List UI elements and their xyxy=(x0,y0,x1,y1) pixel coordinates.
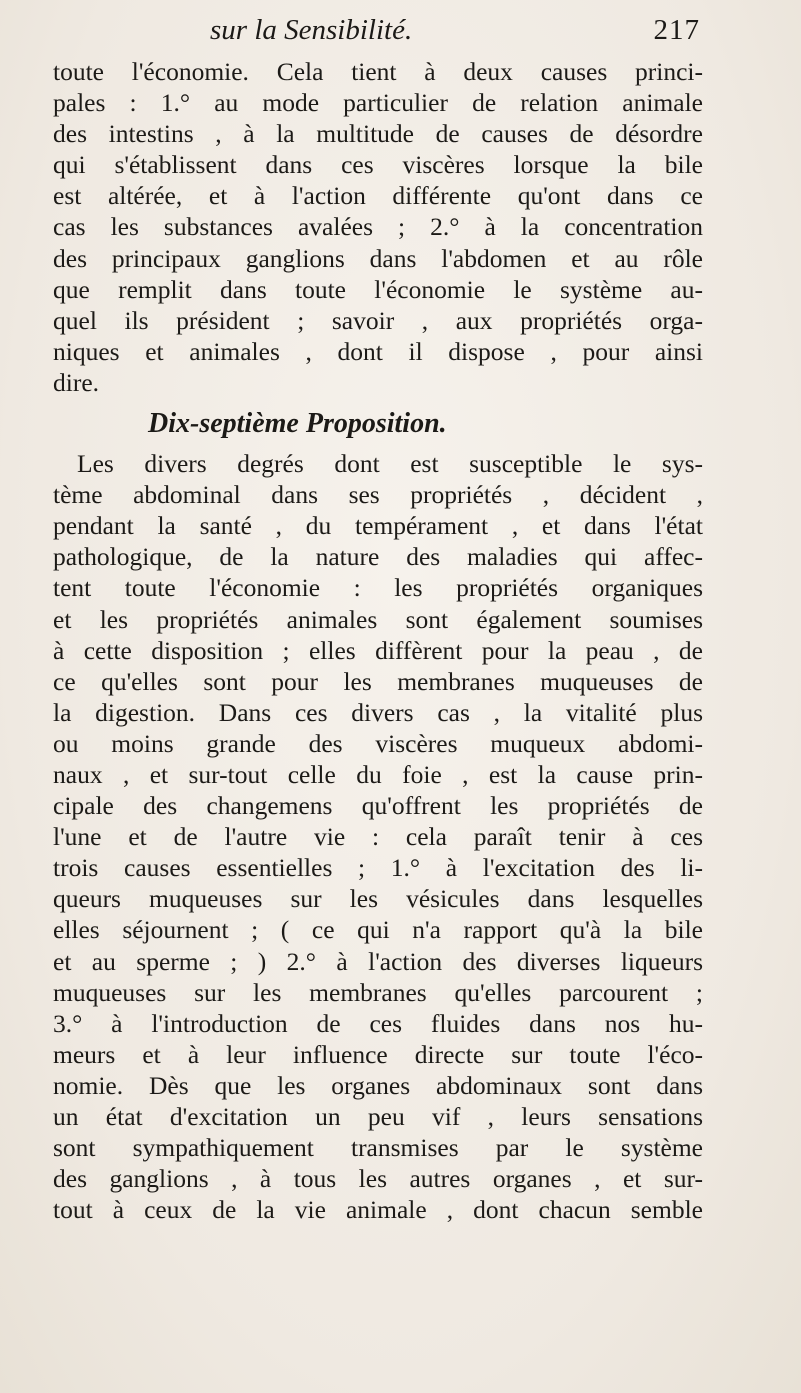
text-line: queurs muqueuses sur les vésicules dans lesquelles xyxy=(53,884,703,914)
text-line: que remplit dans toute l'économie le système au- xyxy=(53,274,703,304)
text-line: et les propriétés animales sont également soumises xyxy=(53,604,703,634)
text-line: tème abdominal dans ses propriétés , décident , xyxy=(53,480,703,510)
text-line: pendant la santé , du tempérament , et dans l'état xyxy=(53,511,703,541)
text-line: nomie. Dès que les organes abdominaux sont dans xyxy=(53,1070,703,1100)
text-line: tent toute l'économie : les propriétés organiques xyxy=(53,573,703,603)
page-number: 217 xyxy=(653,14,700,46)
text-line: elles séjournent ; ( ce qui n'a rapport qu'à la bile xyxy=(53,915,703,945)
text-line: des principaux ganglions dans l'abdomen et au rôle xyxy=(53,243,703,273)
text-line: et au sperme ; ) 2.° à l'action des diverses liqueurs xyxy=(53,946,703,976)
text-line: meurs et à leur influence directe sur toute l'éco- xyxy=(53,1039,703,1069)
text-line: la digestion. Dans ces divers cas , la vitalité plus xyxy=(53,697,703,727)
text-line: cipale des changemens qu'offrent les propriétés de xyxy=(53,791,703,821)
text-line: des intestins , à la multitude de causes de désordre xyxy=(53,119,703,149)
text-line: l'une et de l'autre vie : cela paraît tenir à ces xyxy=(53,822,703,852)
text-line: niques et animales , dont il dispose , pour ainsi xyxy=(53,336,703,366)
text-line: quel ils président ; savoir , aux propriétés orga- xyxy=(53,305,703,335)
section-heading: Dix-septième Proposition. xyxy=(148,408,447,440)
text-line: à cette disposition ; elles diffèrent pour la peau , de xyxy=(53,635,703,665)
text-line: pales : 1.° au mode particulier de relation animale xyxy=(53,88,703,118)
text-line: dire. xyxy=(53,367,100,397)
text-line: un état d'excitation un peu vif , leurs sensations xyxy=(53,1102,703,1131)
paragraph xyxy=(53,56,703,398)
text-line: ce qu'elles sont pour les membranes muqueuses de xyxy=(53,666,703,696)
text-line: 3.° à l'introduction de ces fluides dans nos hu- xyxy=(53,1008,703,1038)
text-line: des ganglions , à tous les autres organes , et sur- xyxy=(53,1164,703,1194)
running-title: sur la Sensibilité. xyxy=(210,14,413,46)
paragraph xyxy=(53,448,703,1225)
text-line: naux , et sur-tout celle du foie , est la cause prin- xyxy=(53,759,703,789)
text-line: trois causes essentielles ; 1.° à l'excitation des li- xyxy=(53,853,703,883)
text-line: tout à ceux de la vie animale , dont chacun semble xyxy=(53,1195,703,1225)
text-line: sont sympathiquement transmises par le système xyxy=(53,1133,703,1163)
page-header xyxy=(60,14,700,50)
body-text xyxy=(53,56,703,1225)
text-line: cas les substances avalées ; 2.° à la concentration xyxy=(53,212,703,242)
text-line: qui s'établissent dans ces viscères lorsque la bile xyxy=(53,150,703,180)
text-line: Les divers degrés dont est susceptible le sys- xyxy=(77,449,703,479)
text-line: est altérée, et à l'action différente qu'ont dans ce xyxy=(53,181,703,211)
text-line: muqueuses sur les membranes qu'elles parcourent ; xyxy=(53,977,703,1007)
text-line: pathologique, de la nature des maladies qui affec- xyxy=(53,542,703,572)
text-line: toute l'économie. Cela tient à deux causes princi- xyxy=(53,57,703,86)
text-line: ou moins grande des viscères muqueux abdomi- xyxy=(53,728,703,758)
